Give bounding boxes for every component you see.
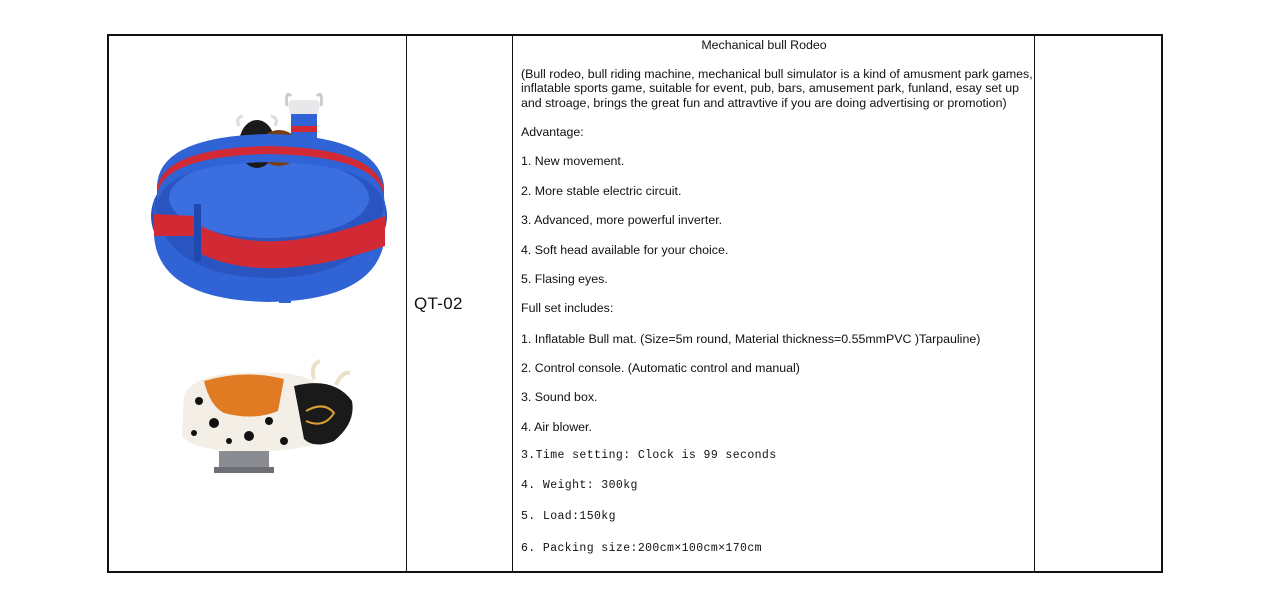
mechanical-bull-image <box>174 351 359 486</box>
spec-item: 5. Load:150kg <box>521 510 616 523</box>
spec-item: 4. Weight: 300kg <box>521 479 638 492</box>
fullset-item: 4. Air blower. <box>521 420 592 434</box>
fullset-heading: Full set includes: <box>521 301 614 315</box>
fullset-item: 1. Inflatable Bull mat. (Size=5m round, Material thickness=0.55mmPVC )Tarpauline) <box>521 332 981 346</box>
fullset-item: 3. Sound box. <box>521 390 598 404</box>
fullset-item: 2. Control console. (Automatic control and manual) <box>521 361 800 375</box>
product-title: Mechanical bull Rodeo <box>701 38 827 52</box>
product-code-cell <box>407 36 512 571</box>
intro-line: inflatable sports game, suitable for event, pub, bars, amusement park, funland, esay set up <box>521 81 1019 95</box>
inflatable-bull-ring-image <box>139 86 394 306</box>
advantage-item: 4. Soft head available for your choice. <box>521 243 729 257</box>
advantage-item: 1. New movement. <box>521 154 625 168</box>
advantage-item: 2. More stable electric circuit. <box>521 184 682 198</box>
product-code: QT-02 <box>414 293 463 313</box>
spec-item: 3.Time setting: Clock is 99 seconds <box>521 449 777 462</box>
column-divider <box>1034 36 1035 571</box>
empty-cell <box>1036 36 1161 571</box>
intro-line: and stroage, brings the great fun and attravtive if you are doing advertising or promotion) <box>521 96 1007 110</box>
intro-line: (Bull rodeo, bull riding machine, mechanical bull simulator is a kind of amusment park games, <box>521 67 1033 81</box>
advantage-item: 3. Advanced, more powerful inverter. <box>521 213 723 227</box>
spec-item: 6. Packing size:200cm×100cm×170cm <box>521 542 762 555</box>
column-divider <box>512 36 513 571</box>
advantage-heading: Advantage: <box>521 125 584 139</box>
image-cell <box>109 36 406 571</box>
product-table <box>107 34 1163 573</box>
advantage-item: 5. Flasing eyes. <box>521 272 608 286</box>
description-cell <box>514 36 1034 571</box>
